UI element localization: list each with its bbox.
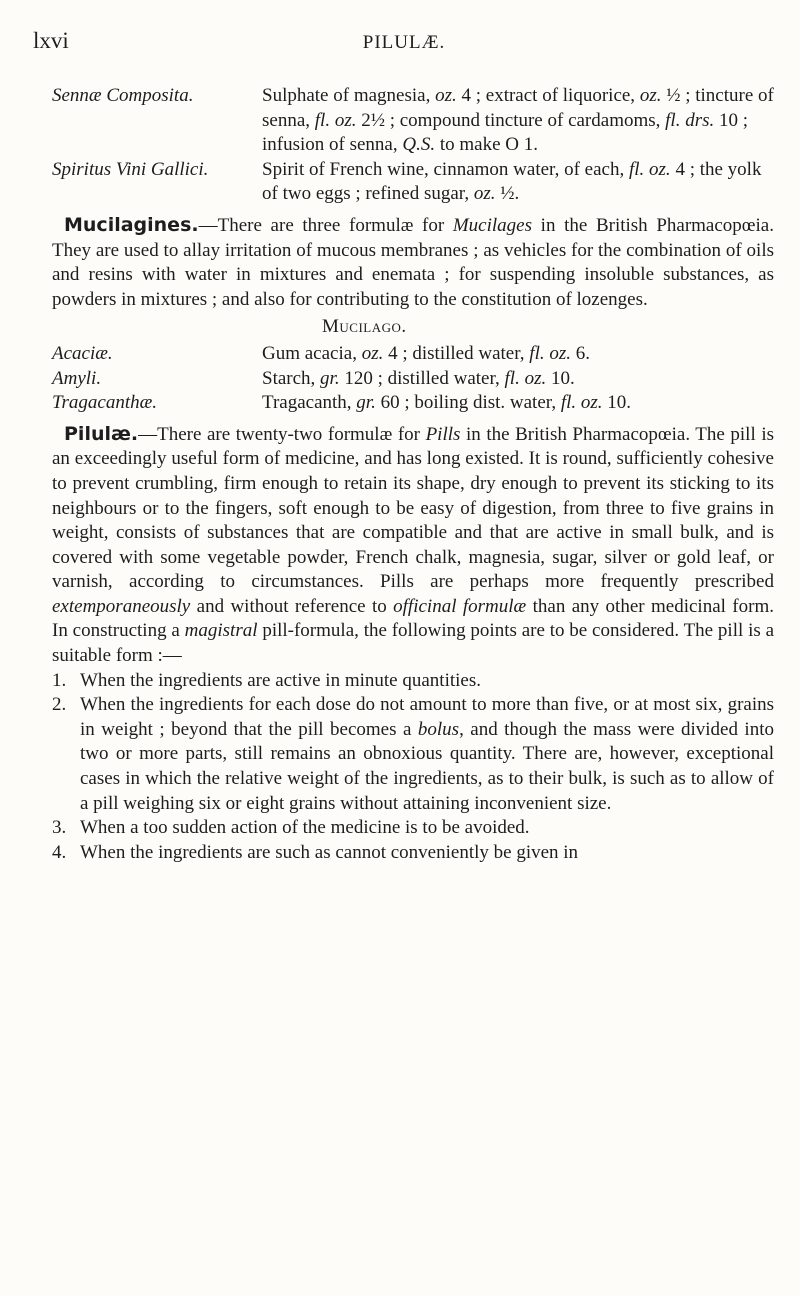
formula-name: Acaciæ. [52,342,113,364]
text-run: Starch, [262,367,321,389]
pilulae-paragraph [52,422,774,669]
unit: oz. [361,342,384,364]
section-heading: Mucilagines. [64,213,199,236]
formula-body [262,391,774,416]
unit: fl. oz. [314,109,357,131]
running-title: PILULÆ. [362,32,446,53]
text-run: ½. [495,183,520,205]
emphasis: bolus [417,718,460,740]
unit: fl. oz. [529,342,571,364]
formula-body [262,342,774,367]
page-body [52,84,774,865]
text-run: 10. [546,367,575,389]
unit: oz. [473,183,496,205]
emphasis: magistral [184,620,258,642]
text-run: 10. [602,392,632,414]
text-run: than any other medicinal form. In constructing a [52,595,774,642]
emphasis: Mucilages [452,214,533,236]
list-item [52,669,774,694]
emphasis: officinal formulæ [393,595,527,617]
text-run: 120 ; distilled water, [339,367,505,389]
unit: gr. [356,392,376,414]
mucilago-title: Mucilago. [322,316,407,338]
unit: fl. oz. [560,392,603,414]
mucilagines-paragraph [52,213,774,312]
unit: oz. [435,85,457,106]
text-run: 10 ; infusion of senna, [262,109,749,156]
list-text [80,841,774,866]
section-heading: Pilulæ. [64,422,139,445]
text-run: in the British Pharmacopœia. They are used to allay irritation of mucous membranes ; as vehicles for the combination of oils and resins with water in mixtures and enemata ; for suspending insoluble substances, as powders in mixtures ; and also for contributing to the constitution of lozenges. [52,214,774,310]
folio-number: lxvi [33,28,69,53]
list-text [80,816,774,841]
unit: fl. oz. [504,367,547,389]
list-number: 2. [52,694,67,716]
formula-senna [52,84,774,158]
text-run: —There are three formulæ for [198,214,453,236]
text-run: 60 ; boiling dist. water, [375,392,561,414]
pill-criteria-list [52,669,774,866]
list-item [52,816,774,841]
formula-tragacanthae [52,391,774,416]
list-number: 4. [52,841,67,863]
formula-name: Tragacanthæ. [52,392,158,414]
text-run: —There are twenty-two formulæ for [138,423,426,445]
emphasis: extemporaneously [52,595,191,617]
text-run: Gum acacia, [262,342,362,364]
unit: fl. oz. [628,158,671,180]
list-number: 3. [52,817,67,839]
text-run: pill-formula, the following points are to be considered. The pill is a suitable form :— [52,620,774,667]
page-header [33,28,775,58]
formula-name: Sennæ Composita. [52,85,194,106]
unit: oz. [639,85,662,106]
text-run: and without reference to [190,595,394,617]
text-run: When the ingredients are such as cannot conveniently be given in [80,841,579,863]
text-run: ½ ; tincture of senna, [262,85,774,131]
unit: fl. drs. [665,109,715,131]
formula-name: Spiritus Vini Gallici. [52,158,209,180]
text-run: When a too sudden action of the medicine is to be avoided. [80,817,530,839]
text-run: 2½ ; compound tincture of cardamoms, [356,109,666,131]
unit: gr. [320,367,340,389]
list-item [52,693,774,816]
list-text [80,693,774,816]
formula-name: Amyli. [52,367,102,389]
text-run: Spirit of French wine, cinnamon water, of each, [262,158,629,180]
formula-body [262,158,774,207]
formula-amyli [52,367,774,392]
list-text [80,669,774,694]
text-run: When the ingredients for each dose do not amount to more than five, or at most six, grains in weight ; beyond that the pill becomes a [80,694,774,740]
formula-body [262,367,774,392]
text-run: Tragacanth, [262,392,357,414]
emphasis: Pills [425,423,461,445]
text-run: 4 ; the yolk of two eggs ; refined sugar, [262,158,762,205]
text-run: 4 ; extract of liquorice, [456,85,640,106]
text-run: 6. [571,342,590,364]
text-run: Sulphate of magnesia, [262,85,436,106]
formula-acaciae [52,342,774,367]
text-run: , and though the mass were divided into two or more parts, still remains an obnoxious quantity. There are, however, exceptional cases in which the relative weight of the ingredients, as to their bulk, is such as to allow of a pill weighing six or eight grains without attaining inconvenient size. [80,718,774,814]
formula-body [262,84,774,158]
list-number: 1. [52,669,67,691]
text-run: in the British Pharmacopœia. The pill is an exceedingly useful form of medicine, and has long existed. It is round, sufficiently cohesive to prevent crumbling, firm enough to retain its shape, dry enough to prevent its sticking to its neighbours or to the fingers, soft enough to be easy of digestion, from three to five grains in weight, consists of substances that are compatible and that are active in small bulk, and is covered with some vegetable powder, French chalk, magnesia, sugar, silver or gold leaf, or varnish, according to circumstances. Pills are perhaps more frequently prescribed [52,423,774,593]
text-run: When the ingredients are active in minute quantities. [80,669,481,691]
unit: Q.S. [402,134,436,156]
formula-spiritus [52,158,774,207]
text-run: 4 ; distilled water, [383,342,530,364]
list-item [52,841,774,866]
text-run: to make O 1. [435,134,539,156]
